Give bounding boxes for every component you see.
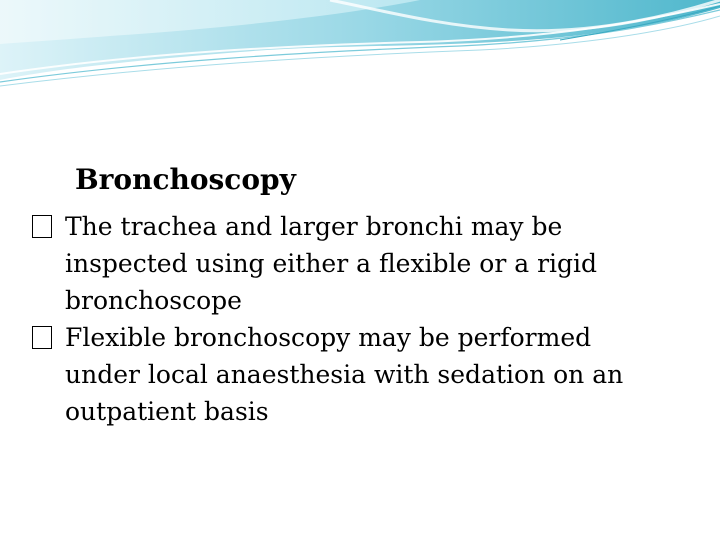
slide-title: Bronchoscopy [75, 163, 296, 196]
bullet-list [30, 208, 670, 430]
bullet-text: The trachea and larger bronchi may be inspected using either a flexible or a rigid bronchoscope [65, 212, 598, 315]
missing-glyph-icon [32, 326, 52, 349]
bullet-text: Flexible bronchoscopy may be performed under local anaesthesia with sedation on an outpatient basis [65, 323, 624, 426]
header-wave-decoration [0, 0, 720, 90]
bullet-item [30, 208, 670, 319]
missing-glyph-icon [32, 215, 52, 238]
bullet-item [30, 319, 670, 430]
